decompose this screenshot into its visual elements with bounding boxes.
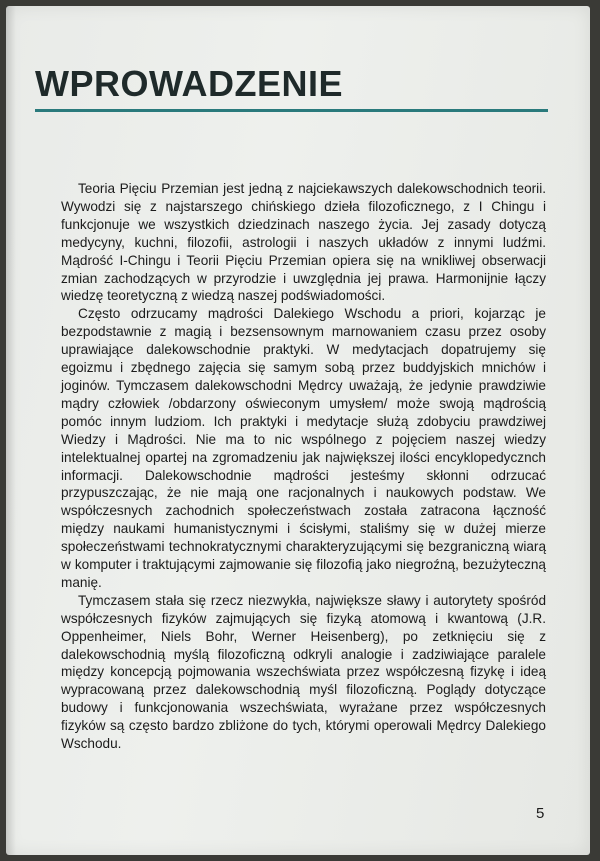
chapter-title: WPROWADZENIE (35, 63, 343, 104)
page-number: 5 (536, 805, 545, 822)
book-page (6, 6, 590, 855)
page-gutter-shadow (6, 6, 16, 855)
paragraph: Teoria Pięciu Przemian jest jedną z najciekawszych dalekowschodnich teorii. Wywodzi się z najstarszego chińskiego dzieła filozoficznego, z I Chingu i funkcjonuje we wszystkich dziedzinach naszego życia. Jej zasady dotyczą medycyny, kuchni, filozofii, astrologii i naszych układów z innymi ludźmi. Mądrość I-Chingu i Teorii Pięciu Przemian opiera się na wnikliwej obserwacji zmian zachodzących w przyrodzie i uwzględnia jej prawa. Harmonijnie łączy wiedzę teoretyczną z wiedzą naszej podświadomości. (61, 181, 546, 304)
paragraph: Tymczasem stała się rzecz niezwykła, największe sławy i autorytety spośród współczesnych fizyków zajmujących się fizyką atomową i kwantową (J.R. Oppenheimer, Niels Bohr, Werner Heisenberg), po zetknięciu się z dalekowschodnią myślą filozoficzną odkryli analogie i zadziwiające paralele między koncepcją pojmowania wszechświata przez współczesną fizykę i ideą wypracowaną przez dalekowschodnią myśl filozoficzną. Poglądy dotyczące budowy i funkcjonowania wszechświata, wyrażane przez współczesnych fizyków są często bardzo zbliżone do tych, którymi operowali Mędrcy Dalekiego Wschodu. (61, 592, 546, 752)
title-underline-rule (35, 109, 548, 112)
paragraph: Często odrzucamy mądrości Dalekiego Wschodu a priori, kojarząc je bezpodstawnie z magią i bezsensownym marnowaniem czasu przez osoby uprawiające dalekowschodnie praktyki. W medytacjach dopatrujemy się egoizmu i zbędnego zajęcia się samym sobą przez buddyjskich mnichów i joginów. Tymczasem dalekowschodni Mędrcy uważają, że jedynie prawdziwie mądry człowiek /obdarzony oświeconym umysłem/ może swoją mądrością pomóc innym ludziom. Ich praktyki i medytacje służą zdobyciu prawdziwej Wiedzy i Mądrości. Nie ma to nic wspólnego z pojęciem naszej wiedzy intelektualnej opartej na zgromadzeniu jak największej ilości encyklopedycznch informacji. Dalekowschodnie mądrości jesteśmy skłonni odrzucać przypuszczając, że nie mają one racjonalnych i naukowych podstaw. We współczesnych zachodnich społeczeństwach została zatracona łączność między naukami humanistycznymi i ścisłymi, staliśmy się w dużej mierze społeczeństwami technokratycznymi charakteryzującymi się bezgraniczną wiarą w komputer i traktującymi zajmowanie się filozofią jako niegroźną, bezużyteczną manię. (61, 306, 546, 590)
body-text (61, 180, 546, 753)
